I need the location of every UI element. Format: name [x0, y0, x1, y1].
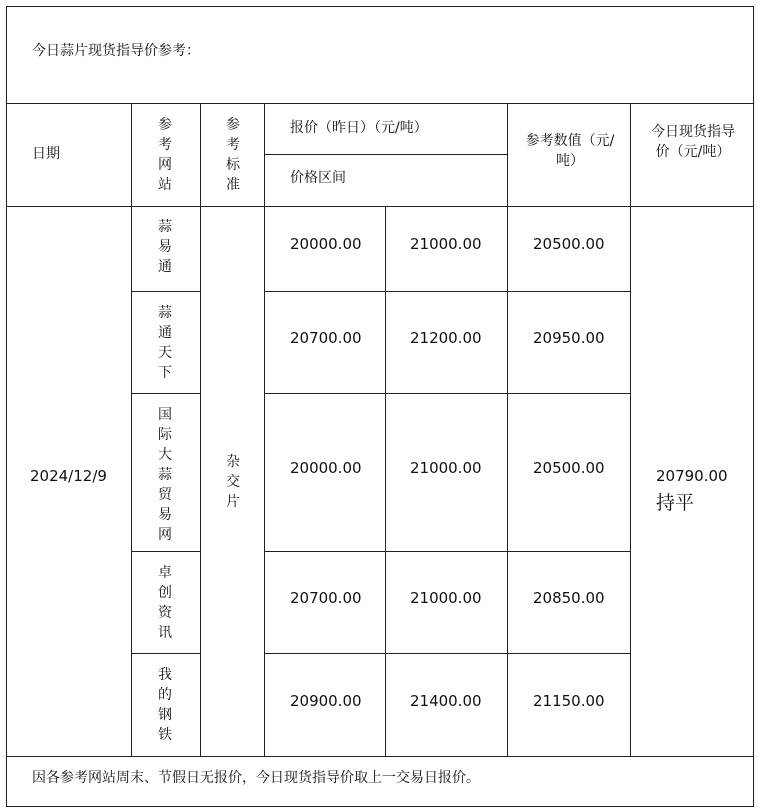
today-trend: 持平 [656, 492, 695, 514]
rule [6, 103, 754, 104]
row-site: 蒜通天下 [158, 305, 172, 381]
row-high: 21000.00 [410, 589, 482, 607]
rule [131, 393, 200, 394]
border-bottom [6, 806, 754, 807]
rule [264, 103, 265, 757]
row-high: 21000.00 [410, 459, 482, 477]
border-right [753, 6, 754, 807]
row-low: 20700.00 [290, 589, 362, 607]
row-high: 21000.00 [410, 235, 482, 253]
header-today: 今日现货指导价（元/吨） [651, 124, 735, 160]
rule [6, 206, 754, 207]
row-ref: 20850.00 [533, 589, 605, 607]
row-high: 21400.00 [410, 692, 482, 710]
rule [6, 756, 754, 757]
rule [264, 154, 508, 155]
row-site: 卓创资讯 [158, 565, 172, 641]
row-low: 20700.00 [290, 329, 362, 347]
rule [507, 103, 508, 757]
footer-note: 因各参考网站周末、节假日无报价，今日现货指导价取上一交易日报价。 [32, 770, 480, 786]
rule [264, 291, 630, 292]
row-ref: 21150.00 [533, 692, 605, 710]
row-low: 20900.00 [290, 692, 362, 710]
rule [131, 291, 200, 292]
row-site: 我的钢铁 [158, 667, 172, 743]
header-quote: 报价（昨日）（元/吨） [290, 120, 428, 136]
header-date: 日期 [32, 146, 60, 162]
header-note: 今日蒜片现货指导价参考： [32, 43, 200, 59]
rule [264, 551, 630, 552]
date-cell: 2024/12/9 [30, 467, 107, 485]
rule [131, 551, 200, 552]
rule [264, 393, 630, 394]
row-high: 21200.00 [410, 329, 482, 347]
rule [264, 653, 630, 654]
rule [200, 103, 201, 757]
border-left [6, 6, 7, 807]
rule [131, 103, 132, 757]
standard-cell: 杂交片 [226, 454, 240, 510]
rule [131, 653, 200, 654]
border-top [6, 6, 754, 7]
row-low: 20000.00 [290, 235, 362, 253]
today-value: 20790.00 [656, 467, 728, 485]
rule [630, 103, 631, 757]
row-ref: 20500.00 [533, 459, 605, 477]
rule [385, 206, 386, 757]
header-site: 参考网站 [158, 117, 172, 193]
row-low: 20000.00 [290, 459, 362, 477]
header-ref: 参考数值（元/吨） [525, 133, 615, 169]
header-range: 价格区间 [290, 170, 346, 186]
header-standard: 参考标准 [226, 117, 240, 193]
row-ref: 20500.00 [533, 235, 605, 253]
row-ref: 20950.00 [533, 329, 605, 347]
row-site: 国际大蒜贸易网 [158, 407, 172, 543]
row-site: 蒜易通 [158, 219, 172, 275]
